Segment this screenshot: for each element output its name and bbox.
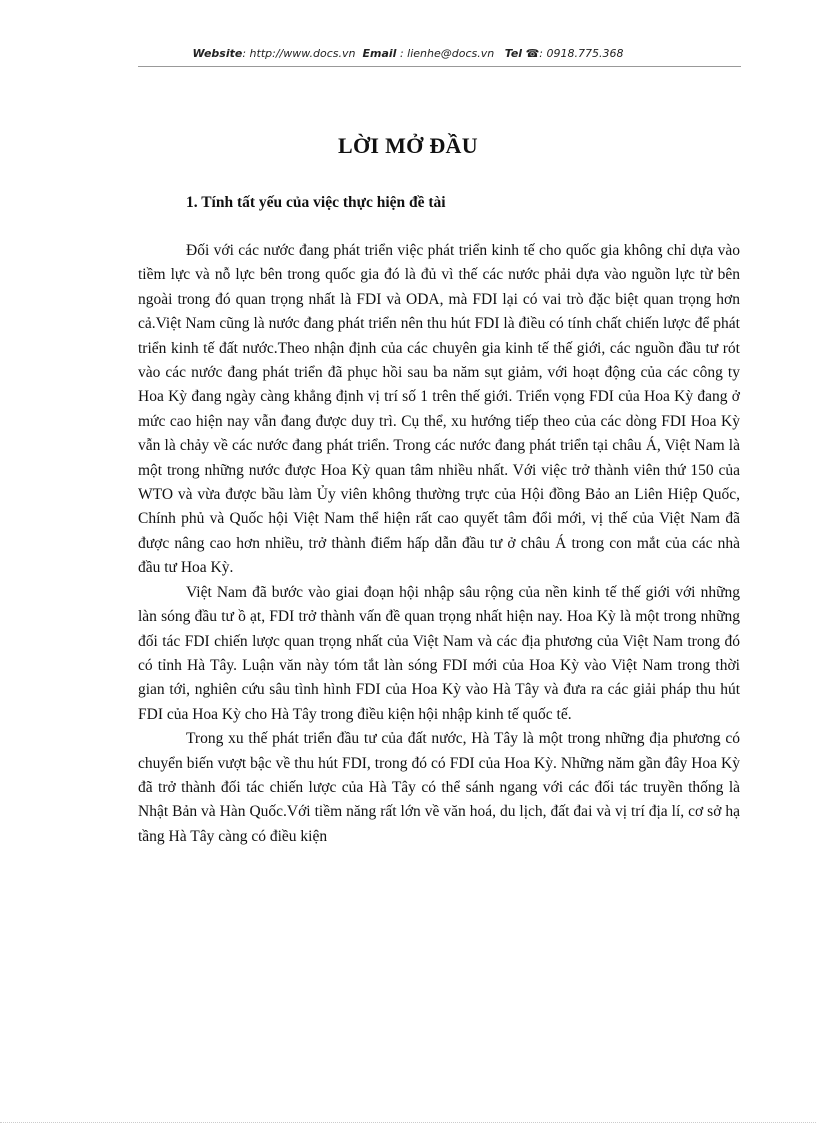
paragraph-2: Việt Nam đã bước vào giai đoạn hội nhập sâu rộng của nền kinh tế thế giới với những làn sóng đầu tư ồ ạt, FDI trở thành vấn đề quan trọng nhất hiện nay. Hoa Kỳ là một trong những đối tác FDI chiến lược quan trọng nhất của Việt Nam và các địa phương của Việt Nam trong đó có tỉnh Hà Tây. Luận văn này tóm tắt làn sóng FDI mới của Hoa Kỳ vào Việt Nam trong thời gian tới, nghiên cứu sâu tình hình FDI của Hoa Kỳ vào Hà Tây và đưa ra các giải pháp thu hút FDI của Hoa Kỳ cho Hà Tây trong điều kiện hội nhập kinh tế quốc tế. [138, 583, 740, 723]
email-label: Email [362, 47, 397, 60]
website-value: : http://www.docs.vn [242, 47, 356, 60]
page-header [0, 47, 816, 60]
paragraph-3: Trong xu thế phát triển đầu tư của đất nước, Hà Tây là một trong những địa phương có chuyển biến vượt bậc về thu hút FDI, trong đó có FDI của Hoa Kỳ. Những năm gần đây Hoa Kỳ đã trở thành đối tác chiến lược của Hà Tây có thể sánh ngang với các đối tác truyền thống là Nhật Bản và Hàn Quốc.Với tiềm năng rất lớn về văn hoá, du lịch, đất đai và vị trí địa lí, cơ sở hạ tầng Hà Tây càng có điều kiện [138, 730, 740, 845]
body-text [138, 239, 740, 849]
section-heading: 1. Tính tất yếu của việc thực hiện đề tài [186, 194, 446, 211]
page-title: LỜI MỞ ĐẦU [338, 133, 478, 158]
website-label: Website [192, 47, 243, 60]
tel-label: Tel [504, 47, 523, 60]
header-divider [138, 66, 741, 67]
phone-icon: ☎ [525, 47, 540, 60]
paragraph-1: Đối với các nước đang phát triển việc phát triển kinh tế cho quốc gia không chỉ dựa vào tiềm lực và nỗ lực bên trong quốc gia đó là đủ vì thế các nước phải dựa vào nguồn lực từ bên ngoài trong đó quan trọng nhất là FDI và ODA, mà FDI lại có vai trò đặc biệt quan trọng hơn cả.Việt Nam cũng là nước đang phát triển nên thu hút FDI là điều có tính chất chiến lược để phát triển kinh tế đất nước.Theo nhận định của các chuyên gia kinh tế thế giới, các nguồn đầu tư rót vào các nước đang phát triển đã phục hồi sau ba năm sụt giảm, với hoạt động của các công ty Hoa Kỳ đang ngày càng khẳng định vị trí số 1 trên thế giới. Triển vọng FDI của Hoa Kỳ đang ở mức cao hiện nay vẫn đang được duy trì. Cụ thể, xu hướng tiếp theo của các dòng FDI Hoa Kỳ vẫn là chảy về các nước đang phát triển. Trong các nước đang phát triển tại châu Á, Việt Nam là một trong những nước được Hoa Kỳ quan tâm nhiều nhất. Với việc trở thành viên thứ 150 của WTO và vừa được bầu làm Ủy viên không thường trực của Hội đồng Bảo an Liên Hiệp Quốc, Chính phủ và Quốc hội Việt Nam thể hiện rất cao quyết tâm đổi mới, vị thế của Việt Nam đã được nâng cao hơn nhiều, trở thành điểm hấp dẫn đầu tư ở châu Á trong con mắt của các nhà đầu tư Hoa Kỳ. [138, 242, 740, 577]
tel-value: : 0918.775.368 [539, 47, 624, 60]
email-value: : lienhe@docs.vn [396, 47, 495, 60]
